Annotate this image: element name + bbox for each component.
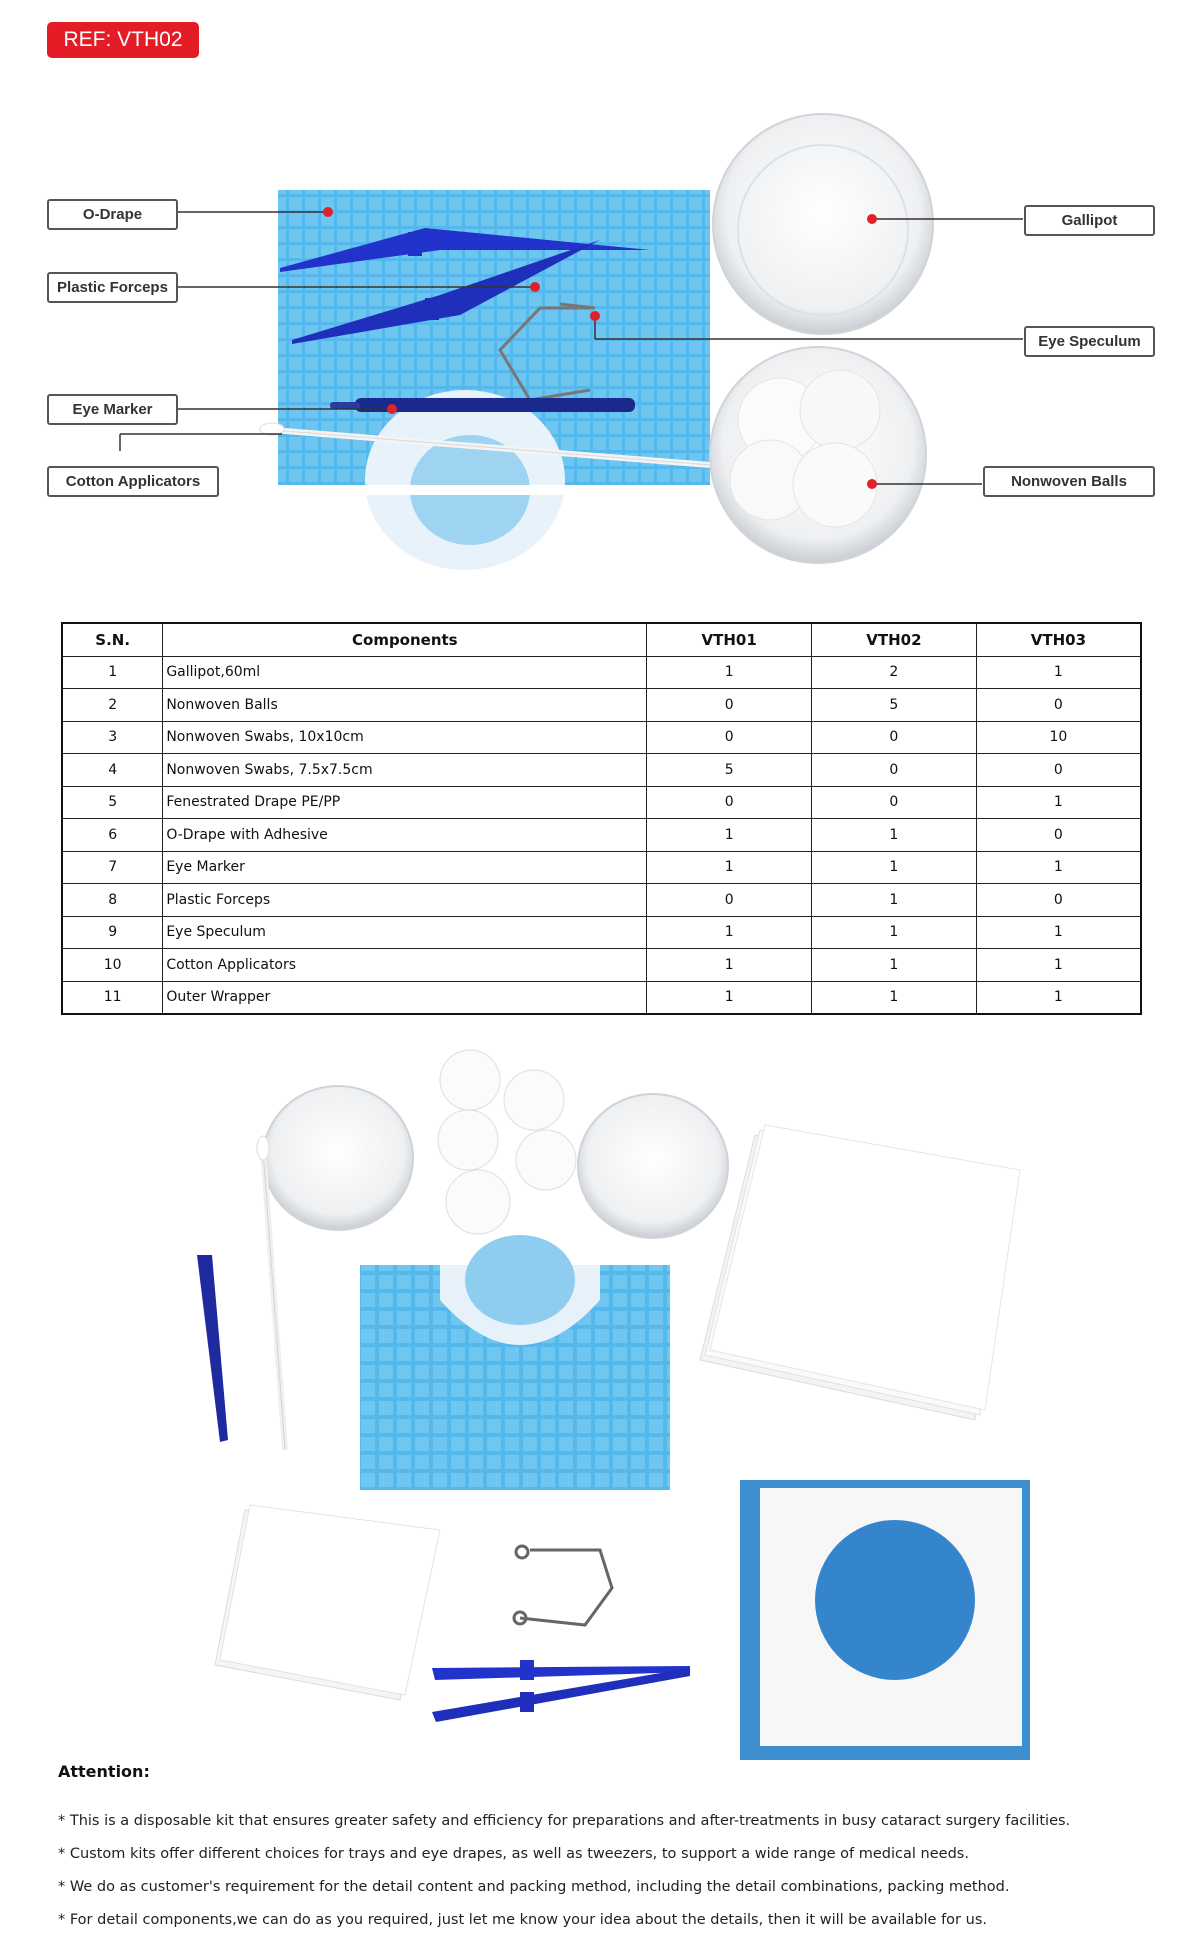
- nonwoven-balls-image: [438, 1050, 576, 1234]
- cell-vth03: 0: [976, 754, 1141, 787]
- table-row: [62, 721, 1141, 754]
- table-row: [62, 949, 1141, 982]
- label-cotton-applicators: Cotton Applicators: [47, 466, 219, 497]
- cell-sn: 7: [62, 851, 163, 884]
- table-row: [62, 981, 1141, 1014]
- label-o-drape: O-Drape: [47, 199, 178, 230]
- cell-vth01: 1: [647, 819, 812, 852]
- cell-vth02: 1: [812, 819, 977, 852]
- cell-vth02: 1: [812, 949, 977, 982]
- fenestrated-drape-image: [740, 1480, 1030, 1760]
- cell-vth02: 1: [812, 981, 977, 1014]
- label-eye-marker: Eye Marker: [47, 394, 178, 425]
- cell-vth01: 5: [647, 754, 812, 787]
- cell-sn: 10: [62, 949, 163, 982]
- cell-vth01: 0: [647, 721, 812, 754]
- table-row: [62, 786, 1141, 819]
- header-vth01: VTH01: [647, 623, 812, 656]
- table-row: [62, 689, 1141, 722]
- table-header-row: [62, 623, 1141, 656]
- cell-sn: 1: [62, 656, 163, 689]
- cell-sn: 4: [62, 754, 163, 787]
- cell-component: Fenestrated Drape PE/PP: [163, 786, 647, 819]
- attention-note: * For detail components,we can do as you required, just let me know your idea about the details, then it will be available for us.: [58, 1912, 987, 1928]
- cell-component: Nonwoven Balls: [163, 689, 647, 722]
- table-row: [62, 754, 1141, 787]
- cell-vth01: 1: [647, 981, 812, 1014]
- cell-sn: 3: [62, 721, 163, 754]
- header-sn: S.N.: [62, 623, 163, 656]
- cell-vth02: 1: [812, 884, 977, 917]
- o-drape-image: [360, 1235, 670, 1490]
- cell-component: Eye Marker: [163, 851, 647, 884]
- header-components: Components: [163, 623, 647, 656]
- ref-badge: REF: VTH02: [47, 22, 199, 58]
- nonwoven-swabs-small-image: [215, 1505, 440, 1700]
- table-row: [62, 916, 1141, 949]
- header-vth03: VTH03: [976, 623, 1141, 656]
- label-gallipot: Gallipot: [1024, 205, 1155, 236]
- cell-component: Outer Wrapper: [163, 981, 647, 1014]
- cell-vth03: 0: [976, 689, 1141, 722]
- cell-vth02: 0: [812, 786, 977, 819]
- plastic-forceps-image: [432, 1660, 690, 1722]
- cell-component: Plastic Forceps: [163, 884, 647, 917]
- attention-title: Attention:: [58, 1762, 150, 1781]
- label-plastic-forceps: Plastic Forceps: [47, 272, 178, 303]
- cell-sn: 2: [62, 689, 163, 722]
- kit-photo-illustration: [0, 100, 1200, 590]
- eye-speculum-image: [514, 1546, 612, 1625]
- components-table: [61, 622, 1142, 1015]
- label-nonwoven-balls: Nonwoven Balls: [983, 466, 1155, 497]
- cell-component: O-Drape with Adhesive: [163, 819, 647, 852]
- cell-vth03: 0: [976, 819, 1141, 852]
- cell-vth01: 1: [647, 916, 812, 949]
- kit-contents-illustration: [0, 1040, 1200, 1760]
- cell-component: Cotton Applicators: [163, 949, 647, 982]
- attention-note: * Custom kits offer different choices for trays and eye drapes, as well as tweezers, to support a wide range of medical needs.: [58, 1846, 969, 1862]
- cell-vth03: 0: [976, 884, 1141, 917]
- gallipot-right-image: [578, 1094, 728, 1238]
- cell-vth03: 1: [976, 851, 1141, 884]
- table-row: [62, 656, 1141, 689]
- cell-vth01: 1: [647, 851, 812, 884]
- kit-annotated-photo: [0, 100, 1200, 590]
- cell-vth01: 1: [647, 949, 812, 982]
- nonwoven-balls-image: [710, 347, 926, 563]
- cell-component: Gallipot,60ml: [163, 656, 647, 689]
- label-eye-speculum: Eye Speculum: [1024, 326, 1155, 357]
- cell-sn: 5: [62, 786, 163, 819]
- table-row: [62, 884, 1141, 917]
- cell-vth01: 0: [647, 884, 812, 917]
- cell-sn: 11: [62, 981, 163, 1014]
- cell-vth02: 2: [812, 656, 977, 689]
- table-row: [62, 819, 1141, 852]
- cell-vth02: 1: [812, 916, 977, 949]
- cell-component: Nonwoven Swabs, 7.5x7.5cm: [163, 754, 647, 787]
- cell-sn: 9: [62, 916, 163, 949]
- cell-vth02: 5: [812, 689, 977, 722]
- cell-vth03: 1: [976, 786, 1141, 819]
- cell-vth02: 0: [812, 721, 977, 754]
- cell-vth03: 1: [976, 981, 1141, 1014]
- cell-component: Eye Speculum: [163, 916, 647, 949]
- cell-vth01: 0: [647, 786, 812, 819]
- cell-component: Nonwoven Swabs, 10x10cm: [163, 721, 647, 754]
- attention-section: [58, 1762, 1178, 1937]
- cell-vth03: 1: [976, 916, 1141, 949]
- cell-sn: 8: [62, 884, 163, 917]
- attention-note: * We do as customer's requirement for the detail content and packing method, including the detail combinations, packing method.: [58, 1879, 1010, 1895]
- gallipot-left-image: [263, 1086, 413, 1230]
- eye-marker-image: [197, 1255, 228, 1442]
- header-vth02: VTH02: [812, 623, 977, 656]
- cell-vth01: 0: [647, 689, 812, 722]
- cell-vth03: 10: [976, 721, 1141, 754]
- attention-note: * This is a disposable kit that ensures greater safety and efficiency for preparations and after-treatments in busy cataract surgery facilities.: [58, 1813, 1071, 1829]
- kit-contents-photo: [0, 1040, 1200, 1760]
- eye-marker-image: [330, 398, 635, 412]
- gallipot-image: [713, 114, 933, 334]
- nonwoven-swabs-large-image: [700, 1125, 1020, 1420]
- cell-vth01: 1: [647, 656, 812, 689]
- cell-vth02: 1: [812, 851, 977, 884]
- cell-vth03: 1: [976, 949, 1141, 982]
- cell-sn: 6: [62, 819, 163, 852]
- cell-vth03: 1: [976, 656, 1141, 689]
- cell-vth02: 0: [812, 754, 977, 787]
- table-row: [62, 851, 1141, 884]
